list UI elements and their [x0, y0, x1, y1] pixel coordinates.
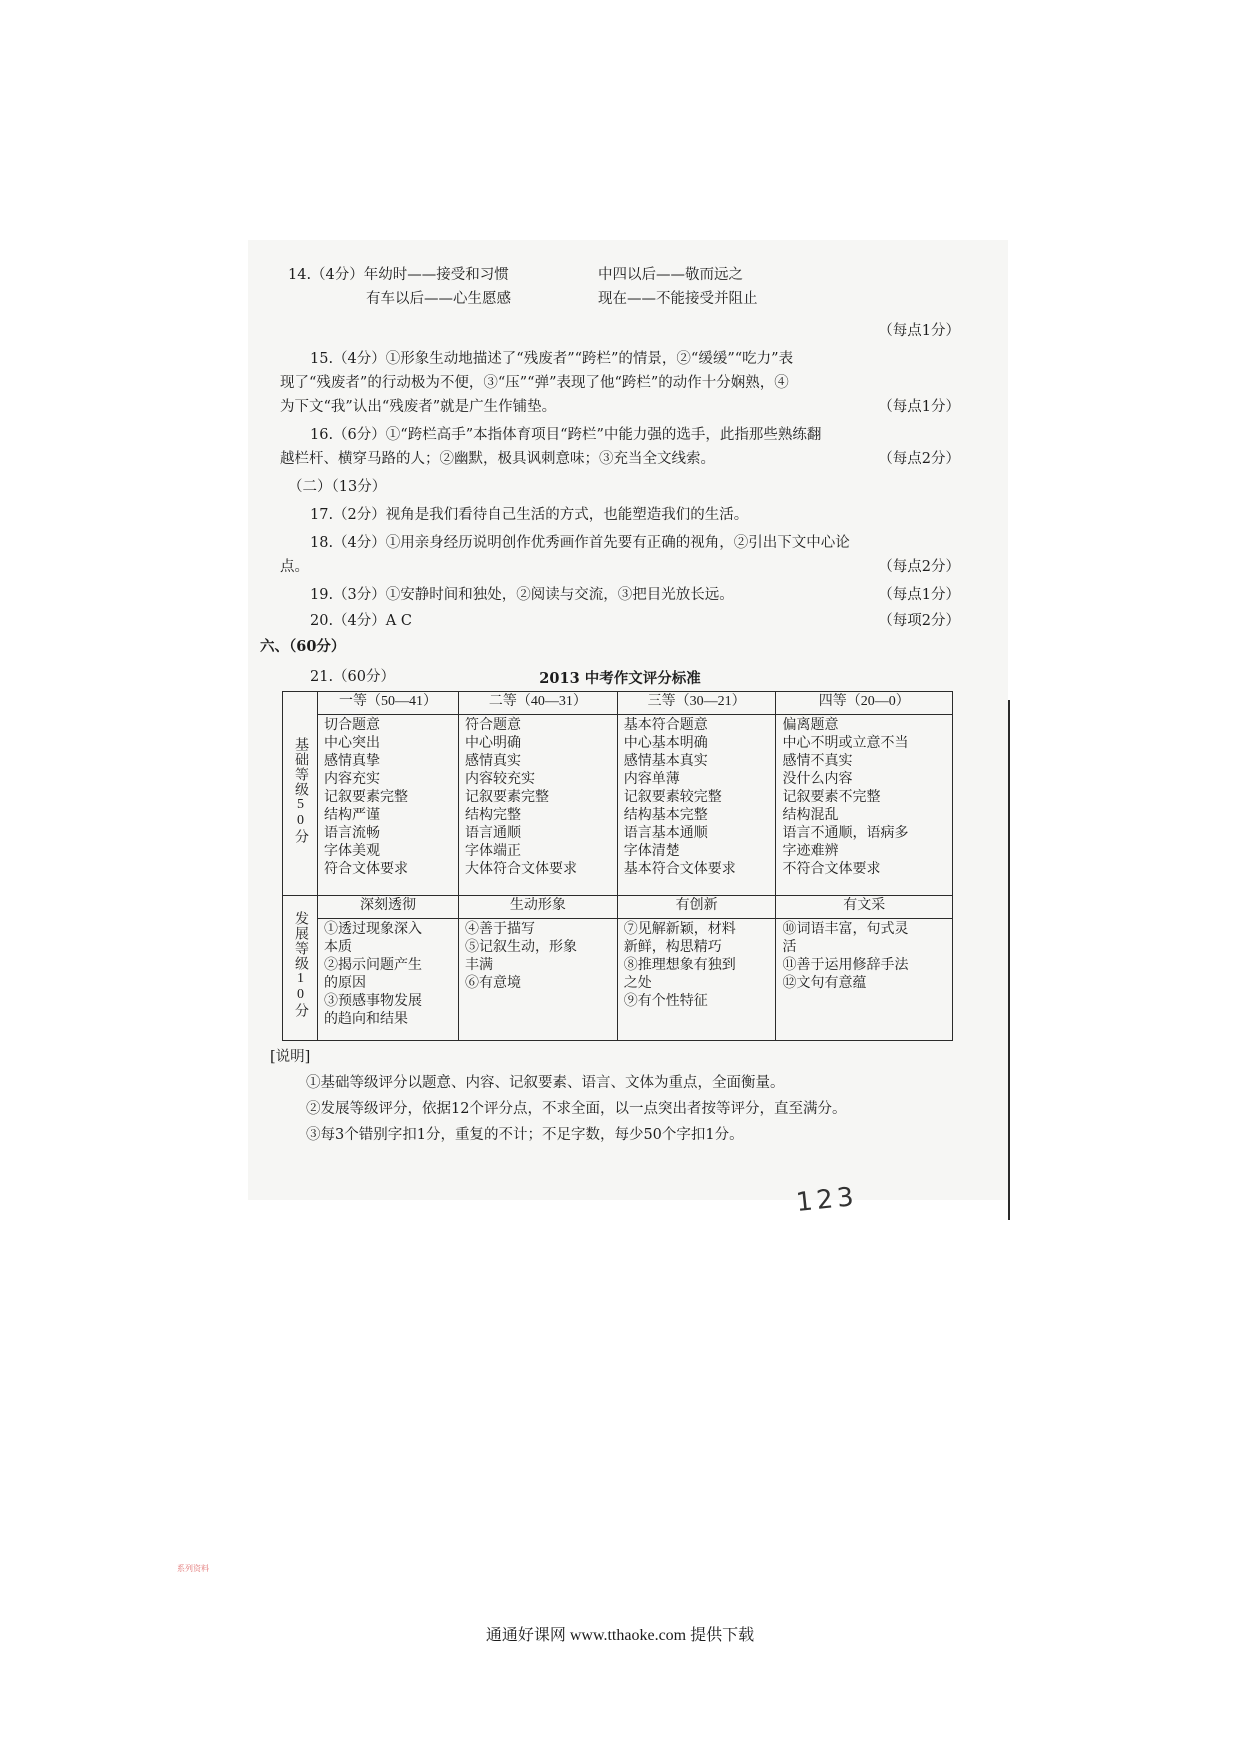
dev-header-3: 有创新 [617, 895, 776, 918]
criterion-item: 记叙要素完整 [324, 790, 408, 805]
criterion-item: 结构混乱 [782, 808, 839, 823]
criterion-item: 语言不通顺，语病多 [782, 826, 909, 841]
dev-header-row [283, 895, 953, 918]
criterion-item: 的原因 [324, 975, 366, 991]
note-item-3: ③每3个错别字扣1分，重复的不计；不足字数，每少50个字扣1分。 [306, 1127, 744, 1143]
criterion-item: 大体符合文体要求 [464, 862, 577, 877]
grading-table [282, 691, 953, 1041]
dev-col-4 [776, 918, 953, 1040]
basic-level-label: 基础等级50分 [283, 692, 318, 896]
scan-edge-line [1008, 700, 1010, 1220]
dev-col-2 [458, 918, 617, 1040]
dev-header-4: 有文采 [776, 895, 953, 918]
q19-score: （每点1分） [878, 587, 960, 603]
criterion-item: 语言流畅 [324, 826, 380, 841]
criterion-item: 之处 [623, 975, 652, 991]
note-item-2: ②发展等级评分，依据12个评分点，不求全面，以一点突出者按等评分，直至满分。 [306, 1101, 847, 1117]
section-6-heading: 六、（60分） [260, 638, 346, 655]
section-2-heading: （二）（13分） [288, 479, 387, 495]
criterion-item: 中心不明或立意不当 [782, 736, 909, 751]
q16-line-2: 越栏杆、横穿马路的人；②幽默，极具讽刺意味；③充当全文线索。 [280, 451, 715, 467]
criterion-item: 语言通顺 [464, 826, 521, 841]
criterion-item: 切合题意 [324, 718, 380, 733]
q15-line-1: 15.（4分）①形象生动地描述了“残废者”“跨栏”的情景，②“缓缓”“吃力”表 [310, 351, 794, 367]
criterion-item: ⑧推理想象有独到 [623, 957, 736, 973]
q15-line-2: 现了“残废者”的行动极为不便，③“压”“弹”表现了他“跨栏”的动作十分娴熟，④ [280, 375, 789, 391]
criterion-item: 本质 [324, 939, 352, 955]
dev-col-1 [318, 918, 459, 1040]
criterion-item: 内容单薄 [623, 772, 680, 787]
q17-line: 17.（2分）视角是我们看待自己生活的方式，也能塑造我们的生活。 [310, 507, 749, 523]
criterion-item: 内容较充实 [464, 772, 535, 787]
criterion-item: ⑥有意境 [464, 975, 521, 991]
criterion-item: 字体美观 [324, 844, 380, 859]
criterion-item: 中心突出 [324, 736, 380, 751]
criterion-item: 不符合文体要求 [782, 862, 881, 877]
basic-header-2: 二等（40—31） [458, 692, 617, 715]
criterion-item: ④善于描写 [464, 921, 535, 937]
table-title: 2013 中考作文评分标准 [539, 670, 701, 687]
dev-header-2: 生动形象 [458, 895, 617, 918]
q19-line: 19.（3分）①安静时间和独处，②阅读与交流，③把目光放长远。 [310, 587, 734, 603]
criterion-item: 活 [782, 939, 797, 955]
basic-col-1 [318, 715, 459, 896]
criterion-item: 基本符合题意 [623, 718, 708, 733]
basic-criteria-row [283, 715, 953, 896]
q18-line-2: 点。 [280, 559, 309, 575]
q18-score: （每点2分） [878, 559, 960, 575]
dev-col-3 [617, 918, 776, 1040]
criterion-item: 记叙要素完整 [464, 790, 549, 805]
basic-col-2 [458, 715, 617, 896]
criterion-item: 语言基本通顺 [623, 826, 708, 841]
criterion-item: ⑤记叙生动，形象 [464, 939, 577, 955]
q14-line-d: 现在——不能接受并阻止 [598, 291, 758, 307]
criterion-item: ⑩词语丰富，句式灵 [782, 921, 909, 937]
q15-score: （每点1分） [878, 399, 960, 415]
criterion-item: 字迹难辨 [782, 844, 839, 859]
dev-level-label: 发展等级10分 [283, 895, 318, 1040]
basic-col-4 [776, 715, 953, 896]
q14-line-c: 有车以后——心生愿感 [366, 291, 511, 307]
criterion-item: 感情真挚 [324, 754, 380, 769]
criterion-item: 感情基本真实 [623, 754, 708, 769]
q15-line-3: 为下文“我”认出“残废者”就是广生作铺垫。 [280, 399, 557, 415]
q18-line-1: 18.（4分）①用亲身经历说明创作优秀画作首先要有正确的视角，②引出下文中心论 [310, 535, 850, 551]
criterion-item: ⑫文句有意蕴 [782, 975, 867, 991]
criterion-item: 结构严谨 [324, 808, 380, 823]
criterion-item: 没什么内容 [782, 772, 853, 787]
notes-heading: [说明] [270, 1049, 311, 1065]
criterion-item: 记叙要素较完整 [623, 790, 722, 805]
criterion-item: 偏离题意 [782, 718, 839, 733]
criterion-item: 字体清楚 [623, 844, 680, 859]
criterion-item: 内容充实 [324, 772, 380, 787]
criterion-item: 中心明确 [464, 736, 521, 751]
criterion-item: 结构基本完整 [623, 808, 708, 823]
watermark: 系列资料 [177, 1564, 209, 1573]
criterion-item: ⑦见解新颖，材料 [623, 921, 736, 937]
criterion-item: ⑨有个性特征 [623, 993, 708, 1009]
criterion-item: 丰满 [464, 957, 493, 973]
dev-criteria-row [283, 918, 953, 1040]
q16-score: （每点2分） [878, 451, 960, 467]
criterion-item: 感情真实 [464, 754, 521, 769]
footer-download-note: 通通好课网 www.tthaoke.com 提供下载 [485, 1627, 755, 1644]
criterion-item: 结构完整 [464, 808, 521, 823]
q20-score: （每项2分） [878, 613, 960, 629]
criterion-item: 的趋向和结果 [324, 1011, 408, 1027]
criterion-item: 感情不真实 [782, 754, 853, 769]
handwritten-page-number: 123 [794, 1181, 860, 1219]
answer-key [260, 265, 960, 665]
basic-header-row [283, 692, 953, 715]
basic-header-1: 一等（50—41） [318, 692, 459, 715]
q14-line-b: 中四以后——敬而远之 [598, 267, 743, 283]
criterion-item: 记叙要素不完整 [782, 790, 881, 805]
criterion-item: ②揭示问题产生 [324, 957, 422, 973]
criterion-item: 基本符合文体要求 [623, 862, 736, 877]
dev-header-1: 深刻透彻 [318, 895, 459, 918]
criterion-item: 符合文体要求 [324, 862, 408, 877]
criterion-item: 字体端正 [464, 844, 521, 859]
q16-line-1: 16.（6分）①“跨栏高手”本指体育项目“跨栏”中能力强的选手，此指那些熟练翻 [310, 427, 822, 443]
criterion-item: 新鲜，构思精巧 [623, 939, 722, 955]
note-item-1: ①基础等级评分以题意、内容、记叙要素、语言、文体为重点，全面衡量。 [306, 1075, 785, 1091]
basic-header-4: 四等（20—0） [776, 692, 953, 715]
q14-line-a: 14.（4分）年幼时——接受和习惯 [288, 267, 509, 283]
criterion-item: ①透过现象深入 [324, 921, 422, 937]
q20-line: 20.（4分）A C [310, 613, 412, 629]
criterion-item: ⑪善于运用修辞手法 [782, 957, 909, 973]
criterion-item: 符合题意 [464, 718, 521, 733]
criterion-item: ③预感事物发展 [324, 993, 422, 1009]
basic-header-3: 三等（30—21） [617, 692, 776, 715]
basic-col-3 [617, 715, 776, 896]
q21-label: 21.（60分） [310, 669, 396, 685]
criterion-item: 中心基本明确 [623, 736, 708, 751]
q14-score: （每点1分） [878, 323, 960, 339]
